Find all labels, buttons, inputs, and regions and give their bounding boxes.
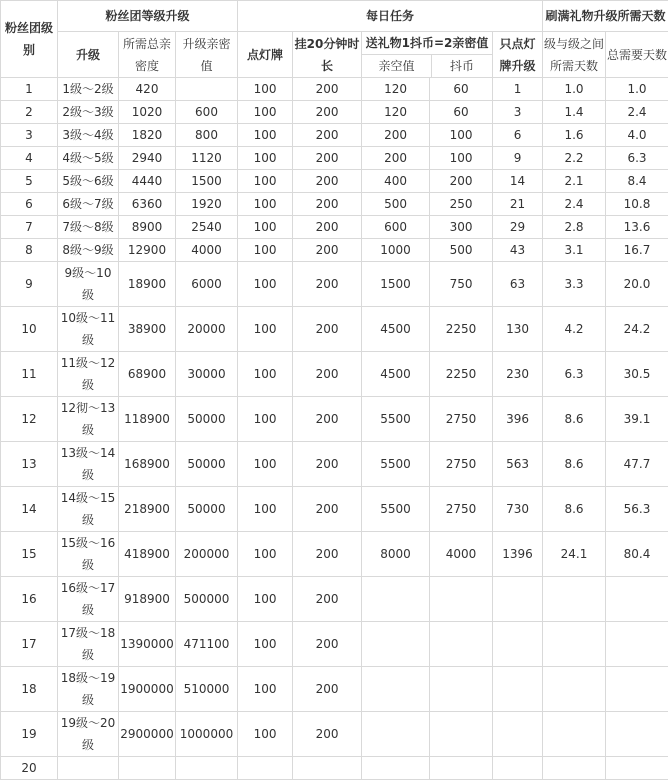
header-total-intimacy: 所需总亲密度 — [119, 32, 176, 78]
cell-only — [493, 667, 543, 712]
cell-between: 8.6 — [543, 487, 606, 532]
cell-watch: 200 — [293, 124, 362, 147]
cell-between — [543, 712, 606, 757]
cell-between — [543, 577, 606, 622]
cell-badge: 100 — [238, 442, 293, 487]
cell-coin: 2250 — [430, 352, 493, 397]
cell-up: 510000 — [176, 667, 238, 712]
cell-upgrade: 1级～2级 — [58, 78, 119, 101]
header-level: 粉丝团级别 — [1, 1, 58, 78]
cell-gi: 200 — [362, 147, 430, 170]
cell-up: 50000 — [176, 397, 238, 442]
cell-coin: 100 — [430, 124, 493, 147]
cell-total: 168900 — [119, 442, 176, 487]
cell-between — [543, 667, 606, 712]
cell-coin — [430, 757, 493, 780]
cell-only: 3 — [493, 101, 543, 124]
cell-up: 500000 — [176, 577, 238, 622]
cell-days — [606, 622, 668, 667]
cell-watch: 200 — [293, 239, 362, 262]
cell-up: 20000 — [176, 307, 238, 352]
cell-level: 18 — [1, 667, 58, 712]
cell-up: 1920 — [176, 193, 238, 216]
cell-days: 2.4 — [606, 101, 668, 124]
cell-days — [606, 712, 668, 757]
cell-badge: 100 — [238, 307, 293, 352]
cell-badge: 100 — [238, 78, 293, 101]
cell-watch: 200 — [293, 352, 362, 397]
cell-up: 2540 — [176, 216, 238, 239]
cell-badge: 100 — [238, 712, 293, 757]
cell-watch: 200 — [293, 712, 362, 757]
cell-days — [606, 757, 668, 780]
cell-total: 418900 — [119, 532, 176, 577]
cell-level: 1 — [1, 78, 58, 101]
cell-total: 1900000 — [119, 667, 176, 712]
cell-between: 1.4 — [543, 101, 606, 124]
cell-only: 21 — [493, 193, 543, 216]
cell-upgrade: 12彻～13级 — [58, 397, 119, 442]
cell-coin — [430, 667, 493, 712]
table-row — [1, 262, 668, 307]
cell-watch: 200 — [293, 170, 362, 193]
cell-days: 39.1 — [606, 397, 668, 442]
cell-gi — [362, 757, 430, 780]
cell-between: 3.1 — [543, 239, 606, 262]
table-row — [1, 352, 668, 397]
cell-between: 4.2 — [543, 307, 606, 352]
cell-up: 50000 — [176, 442, 238, 487]
table-row — [1, 487, 668, 532]
table-row — [1, 239, 668, 262]
cell-between: 2.4 — [543, 193, 606, 216]
cell-upgrade: 19级～20级 — [58, 712, 119, 757]
cell-level: 16 — [1, 577, 58, 622]
cell-upgrade: 7级～8级 — [58, 216, 119, 239]
cell-level: 2 — [1, 101, 58, 124]
cell-only: 396 — [493, 397, 543, 442]
cell-between: 1.6 — [543, 124, 606, 147]
cell-between: 24.1 — [543, 532, 606, 577]
cell-watch: 200 — [293, 442, 362, 487]
cell-coin: 2750 — [430, 442, 493, 487]
cell-only: 63 — [493, 262, 543, 307]
cell-total: 12900 — [119, 239, 176, 262]
cell-upgrade: 14级～15级 — [58, 487, 119, 532]
cell-days: 4.0 — [606, 124, 668, 147]
cell-watch: 200 — [293, 216, 362, 239]
header-gift-coin: 抖币 — [432, 55, 492, 77]
table-row — [1, 622, 668, 667]
cell-level: 7 — [1, 216, 58, 239]
cell-gi: 1000 — [362, 239, 430, 262]
cell-watch: 200 — [293, 397, 362, 442]
cell-total: 6360 — [119, 193, 176, 216]
cell-only: 563 — [493, 442, 543, 487]
cell-total: 218900 — [119, 487, 176, 532]
cell-total — [119, 757, 176, 780]
header-daily-tasks: 每日任务 — [238, 1, 543, 32]
cell-gi: 120 — [362, 78, 430, 101]
cell-between — [543, 757, 606, 780]
cell-watch: 200 — [293, 78, 362, 101]
cell-gi — [362, 712, 430, 757]
cell-coin: 300 — [430, 216, 493, 239]
cell-watch: 200 — [293, 487, 362, 532]
cell-gi: 5500 — [362, 397, 430, 442]
header-gift-group — [362, 32, 493, 78]
cell-between: 2.8 — [543, 216, 606, 239]
cell-total: 18900 — [119, 262, 176, 307]
cell-days: 47.7 — [606, 442, 668, 487]
cell-badge — [238, 757, 293, 780]
cell-total: 1820 — [119, 124, 176, 147]
cell-days: 6.3 — [606, 147, 668, 170]
cell-between: 8.6 — [543, 397, 606, 442]
table-row — [1, 532, 668, 577]
cell-coin: 250 — [430, 193, 493, 216]
header-gift-days: 刷满礼物升级所需天数 — [543, 1, 668, 32]
cell-level: 19 — [1, 712, 58, 757]
cell-upgrade: 5级～6级 — [58, 170, 119, 193]
header-gift-sub — [362, 55, 492, 77]
cell-badge: 100 — [238, 124, 293, 147]
cell-watch: 200 — [293, 532, 362, 577]
cell-upgrade: 15级～16级 — [58, 532, 119, 577]
cell-gi: 120 — [362, 101, 430, 124]
cell-gi: 4500 — [362, 352, 430, 397]
cell-total: 420 — [119, 78, 176, 101]
cell-up: 50000 — [176, 487, 238, 532]
cell-level: 6 — [1, 193, 58, 216]
cell-level: 5 — [1, 170, 58, 193]
cell-upgrade — [58, 757, 119, 780]
cell-up: 1500 — [176, 170, 238, 193]
table-row — [1, 667, 668, 712]
cell-watch: 200 — [293, 101, 362, 124]
cell-upgrade: 16级～17级 — [58, 577, 119, 622]
cell-upgrade: 9级～10级 — [58, 262, 119, 307]
header-total-days: 总需要天数 — [606, 32, 668, 78]
table-row — [1, 307, 668, 352]
cell-badge: 100 — [238, 239, 293, 262]
cell-only: 43 — [493, 239, 543, 262]
cell-total: 118900 — [119, 397, 176, 442]
cell-badge: 100 — [238, 487, 293, 532]
cell-watch: 200 — [293, 147, 362, 170]
cell-level: 3 — [1, 124, 58, 147]
cell-gi: 600 — [362, 216, 430, 239]
cell-days: 13.6 — [606, 216, 668, 239]
cell-up: 200000 — [176, 532, 238, 577]
cell-days: 24.2 — [606, 307, 668, 352]
header-upgrade: 升级 — [58, 32, 119, 78]
cell-level: 13 — [1, 442, 58, 487]
cell-days: 10.8 — [606, 193, 668, 216]
cell-up — [176, 78, 238, 101]
header-upgrade-intimacy: 升级亲密值 — [176, 32, 238, 78]
cell-watch: 200 — [293, 193, 362, 216]
cell-gi: 1500 — [362, 262, 430, 307]
cell-gi: 5500 — [362, 442, 430, 487]
cell-watch: 200 — [293, 667, 362, 712]
cell-between: 2.2 — [543, 147, 606, 170]
cell-upgrade: 2级～3级 — [58, 101, 119, 124]
cell-badge: 100 — [238, 147, 293, 170]
cell-coin: 100 — [430, 147, 493, 170]
header-gift-intimacy: 亲空值 — [362, 55, 432, 77]
cell-only: 730 — [493, 487, 543, 532]
cell-coin: 500 — [430, 239, 493, 262]
cell-between: 8.6 — [543, 442, 606, 487]
table-row — [1, 442, 668, 487]
cell-total: 4440 — [119, 170, 176, 193]
header-watch-20: 挂20分钟时长 — [293, 32, 362, 78]
cell-coin: 2750 — [430, 487, 493, 532]
cell-upgrade: 3级～4级 — [58, 124, 119, 147]
cell-watch: 200 — [293, 622, 362, 667]
cell-watch: 200 — [293, 262, 362, 307]
cell-badge: 100 — [238, 622, 293, 667]
cell-coin: 4000 — [430, 532, 493, 577]
header-gift: 送礼物1抖币=2亲密值 — [362, 32, 492, 55]
cell-gi: 400 — [362, 170, 430, 193]
table-row — [1, 124, 668, 147]
cell-days: 80.4 — [606, 532, 668, 577]
cell-up: 471100 — [176, 622, 238, 667]
cell-between: 1.0 — [543, 78, 606, 101]
cell-only — [493, 712, 543, 757]
cell-gi — [362, 667, 430, 712]
cell-level: 20 — [1, 757, 58, 780]
cell-upgrade: 17级～18级 — [58, 622, 119, 667]
table-row — [1, 712, 668, 757]
cell-up: 30000 — [176, 352, 238, 397]
cell-between: 2.1 — [543, 170, 606, 193]
table-row — [1, 577, 668, 622]
cell-level: 12 — [1, 397, 58, 442]
cell-between — [543, 622, 606, 667]
header-group-upgrade: 粉丝团等级升级 — [58, 1, 238, 32]
cell-upgrade: 10级～11级 — [58, 307, 119, 352]
cell-badge: 100 — [238, 667, 293, 712]
cell-coin: 200 — [430, 170, 493, 193]
cell-coin: 60 — [430, 101, 493, 124]
cell-only: 6 — [493, 124, 543, 147]
cell-total: 2940 — [119, 147, 176, 170]
table-row — [1, 101, 668, 124]
cell-up: 800 — [176, 124, 238, 147]
cell-gi: 8000 — [362, 532, 430, 577]
cell-days: 1.0 — [606, 78, 668, 101]
table-row — [1, 170, 668, 193]
cell-days: 20.0 — [606, 262, 668, 307]
header-light-badge: 点灯牌 — [238, 32, 293, 78]
cell-level: 9 — [1, 262, 58, 307]
header-only-badge: 只点灯牌升级 — [493, 32, 543, 78]
cell-coin — [430, 712, 493, 757]
cell-total: 8900 — [119, 216, 176, 239]
cell-between: 6.3 — [543, 352, 606, 397]
cell-coin: 2750 — [430, 397, 493, 442]
cell-badge: 100 — [238, 262, 293, 307]
cell-between: 3.3 — [543, 262, 606, 307]
cell-badge: 100 — [238, 397, 293, 442]
cell-total: 38900 — [119, 307, 176, 352]
table-row — [1, 147, 668, 170]
cell-days: 8.4 — [606, 170, 668, 193]
table-row — [1, 78, 668, 101]
cell-total: 68900 — [119, 352, 176, 397]
cell-only — [493, 757, 543, 780]
cell-only: 1396 — [493, 532, 543, 577]
cell-watch: 200 — [293, 307, 362, 352]
cell-total: 1020 — [119, 101, 176, 124]
cell-up: 600 — [176, 101, 238, 124]
cell-gi — [362, 622, 430, 667]
cell-up: 1000000 — [176, 712, 238, 757]
cell-only — [493, 577, 543, 622]
cell-gi: 4500 — [362, 307, 430, 352]
cell-up: 1120 — [176, 147, 238, 170]
cell-total: 2900000 — [119, 712, 176, 757]
cell-badge: 100 — [238, 532, 293, 577]
cell-days: 30.5 — [606, 352, 668, 397]
table-row — [1, 757, 668, 780]
cell-upgrade: 11级～12级 — [58, 352, 119, 397]
cell-badge: 100 — [238, 577, 293, 622]
cell-only: 130 — [493, 307, 543, 352]
cell-only: 14 — [493, 170, 543, 193]
cell-total: 1390000 — [119, 622, 176, 667]
cell-upgrade: 6级～7级 — [58, 193, 119, 216]
cell-watch — [293, 757, 362, 780]
cell-badge: 100 — [238, 193, 293, 216]
cell-days — [606, 667, 668, 712]
cell-gi — [362, 577, 430, 622]
cell-only: 29 — [493, 216, 543, 239]
cell-only — [493, 622, 543, 667]
cell-badge: 100 — [238, 170, 293, 193]
cell-coin: 750 — [430, 262, 493, 307]
cell-coin — [430, 622, 493, 667]
cell-upgrade: 4级～5级 — [58, 147, 119, 170]
header-days-between: 级与级之间所需天数 — [543, 32, 606, 78]
cell-upgrade: 18级～19级 — [58, 667, 119, 712]
cell-level: 15 — [1, 532, 58, 577]
cell-level: 8 — [1, 239, 58, 262]
cell-upgrade: 13级～14级 — [58, 442, 119, 487]
cell-coin: 2250 — [430, 307, 493, 352]
cell-days — [606, 577, 668, 622]
cell-total: 918900 — [119, 577, 176, 622]
cell-gi: 500 — [362, 193, 430, 216]
cell-watch: 200 — [293, 577, 362, 622]
cell-days: 56.3 — [606, 487, 668, 532]
cell-level: 11 — [1, 352, 58, 397]
cell-upgrade: 8级～9级 — [58, 239, 119, 262]
cell-coin — [430, 577, 493, 622]
cell-level: 17 — [1, 622, 58, 667]
cell-only: 230 — [493, 352, 543, 397]
cell-gi: 200 — [362, 124, 430, 147]
table-row — [1, 397, 668, 442]
cell-badge: 100 — [238, 101, 293, 124]
cell-up — [176, 757, 238, 780]
cell-only: 9 — [493, 147, 543, 170]
cell-up: 4000 — [176, 239, 238, 262]
cell-days: 16.7 — [606, 239, 668, 262]
cell-badge: 100 — [238, 352, 293, 397]
cell-coin: 60 — [430, 78, 493, 101]
cell-level: 14 — [1, 487, 58, 532]
cell-up: 6000 — [176, 262, 238, 307]
table-body — [1, 78, 668, 780]
cell-badge: 100 — [238, 216, 293, 239]
table-row — [1, 193, 668, 216]
table-row — [1, 216, 668, 239]
cell-level: 10 — [1, 307, 58, 352]
cell-gi: 5500 — [362, 487, 430, 532]
cell-level: 4 — [1, 147, 58, 170]
cell-only: 1 — [493, 78, 543, 101]
